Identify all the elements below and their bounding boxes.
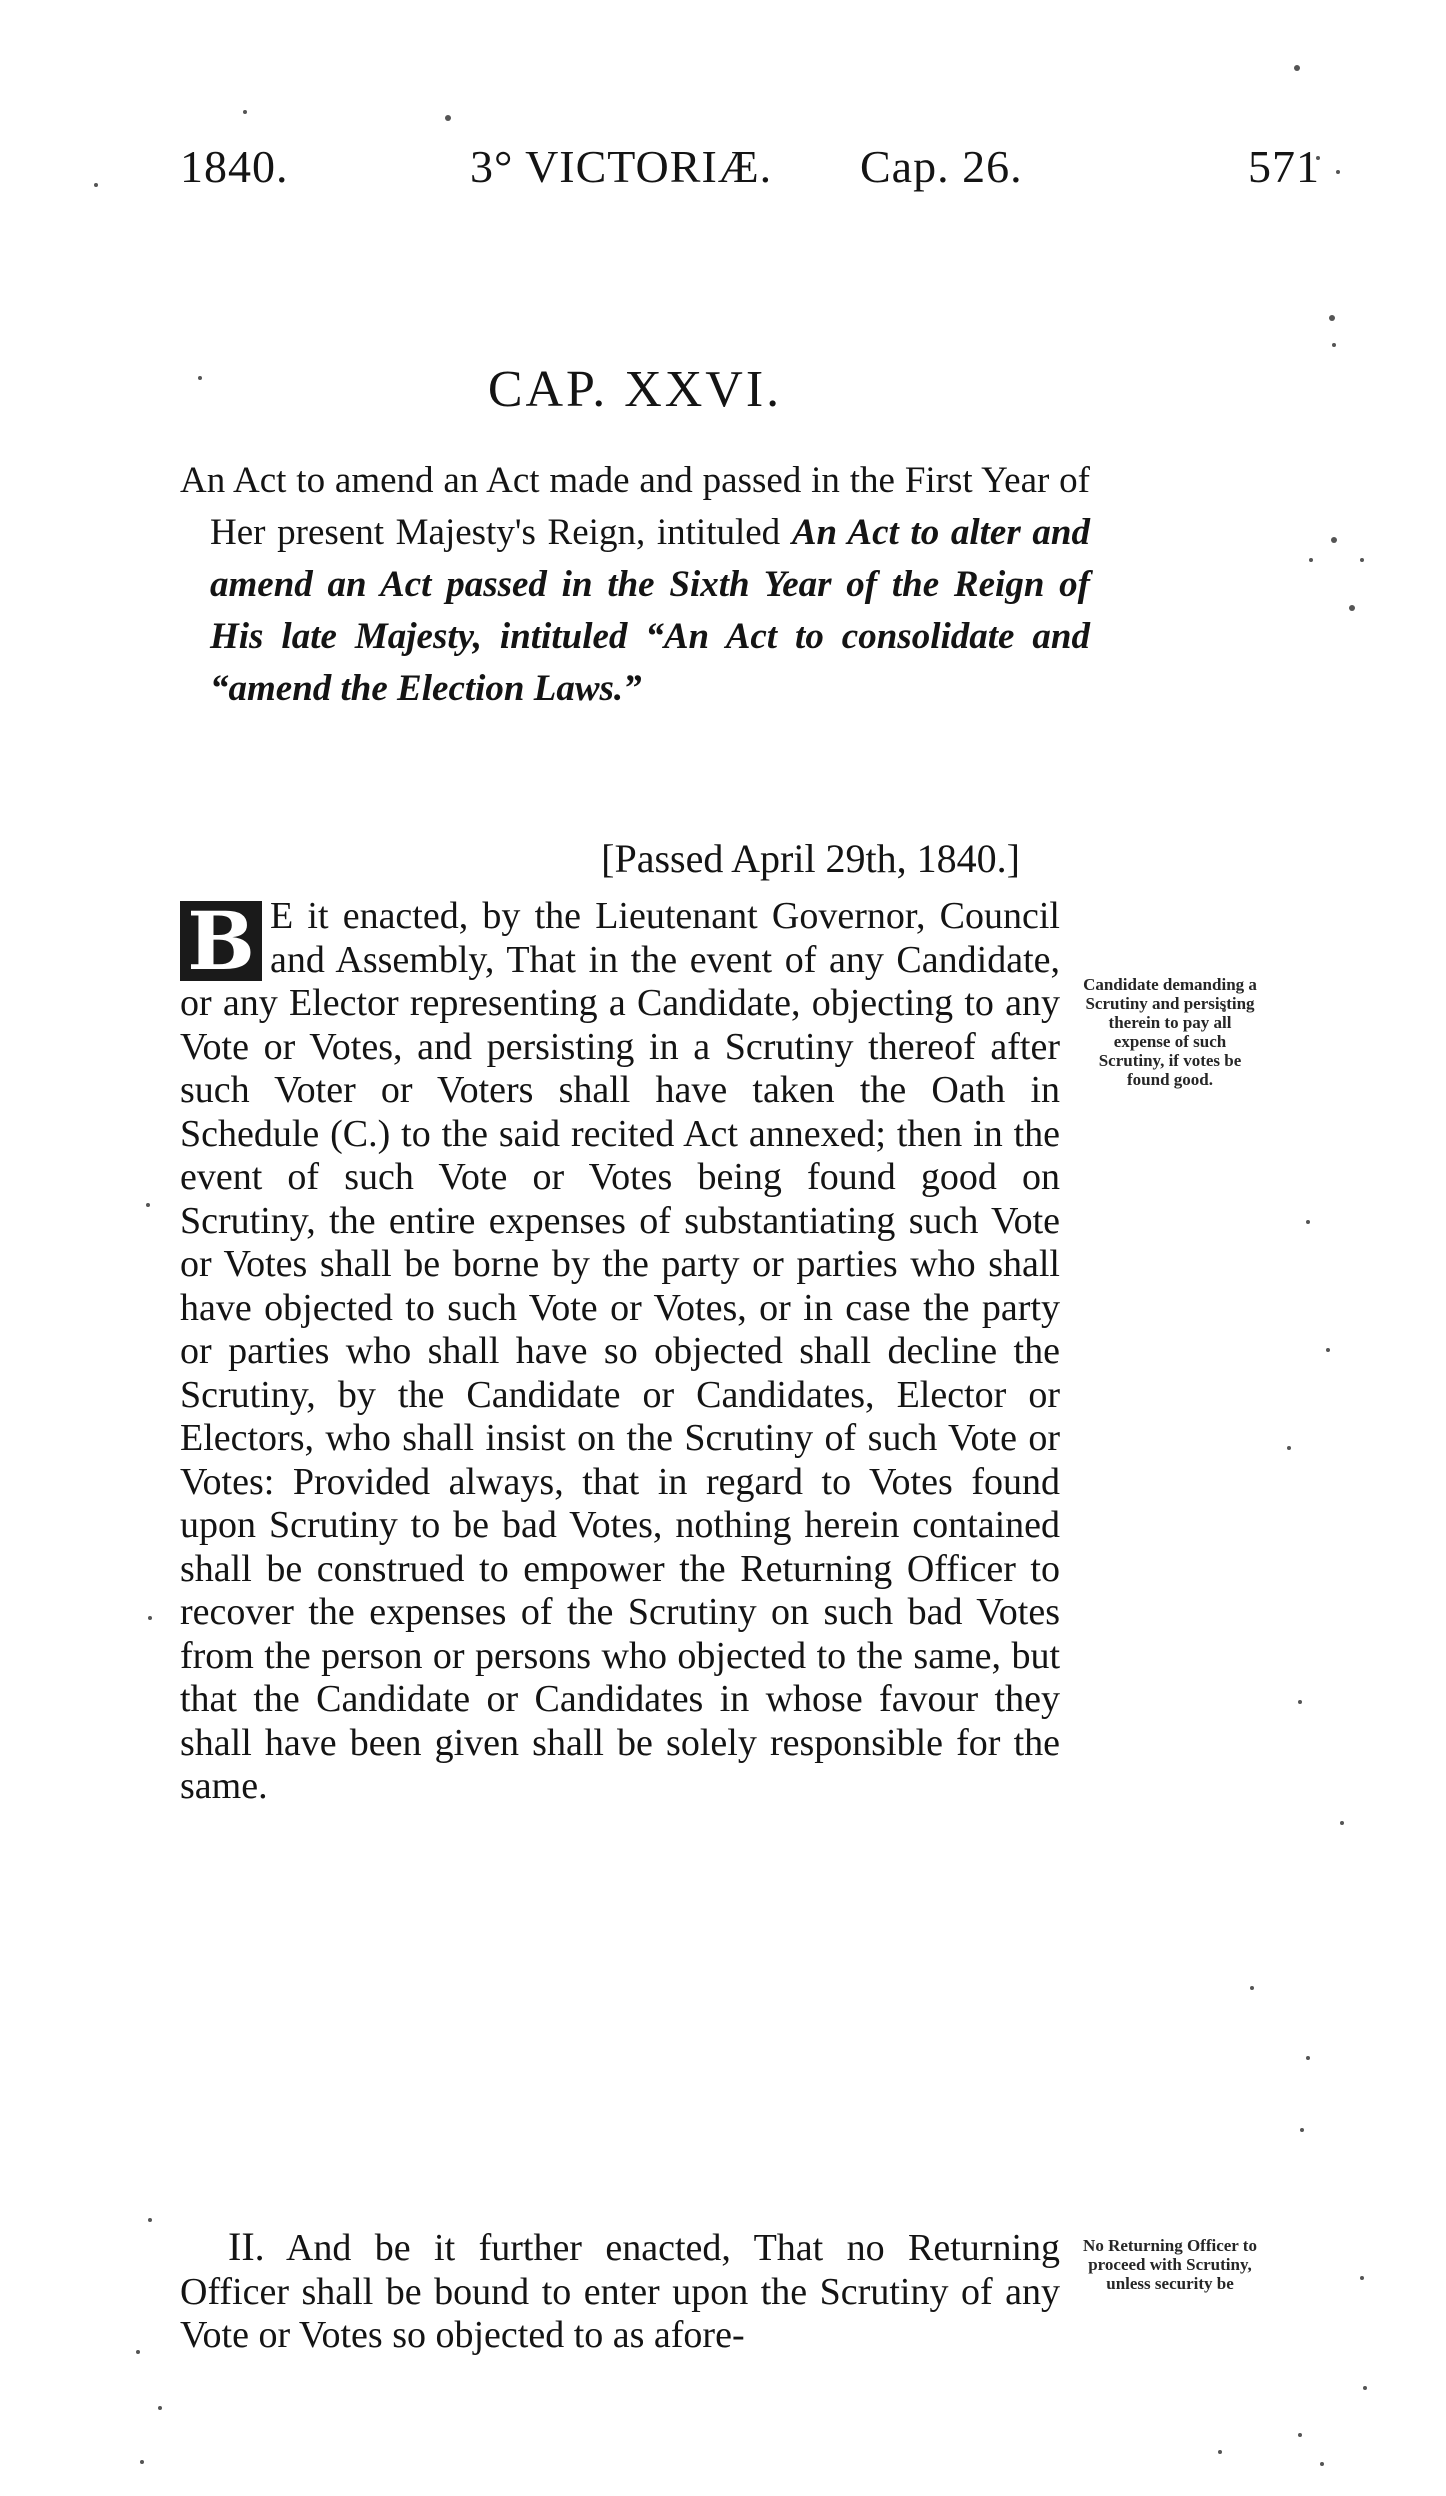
long-title-lead: An Act to amend an Act made and passed in the First Year of Her present Majesty's Reign, intituled bbox=[180, 460, 1090, 553]
drop-cap bbox=[180, 894, 262, 988]
passed-date: [Passed April 29th, 1840.] bbox=[601, 836, 1020, 881]
section-1-body bbox=[180, 895, 1060, 1809]
page-number: 571 bbox=[1248, 141, 1320, 192]
section-1-marginal-note: Candidate demanding a Scrutiny and persisting therein to pay all expense of such Scrutiny, if votes be found good. bbox=[1083, 975, 1257, 1089]
running-head-regnal-year: 3° VICTORIÆ. bbox=[470, 141, 773, 192]
section-1-text: E it enacted, by the Lieutenant Governor, Council and Assembly, That in the event of any Candidate, or any Elector representing a Candidate, objecting to any Vote or Votes, and persisting in a Scrutiny thereof after such Voter or Voters shall have taken the Oath in Schedule (C.) to the said recited Act annexed; then in the event of such Vote or Votes being found good on Scrutiny, the entire expenses of substantiating such Vote or Votes shall be borne by the party or parties who shall have objected to such Vote or Votes, or in case the party or parties who shall have so objected shall decline the Scrutiny, by the Candidate or Candidates, Elector or Electors, who shall insist on the Scrutiny of such Vote or Votes: Provided always, that in regard to Votes found upon Scrutiny to be bad Votes, nothing herein contained shall be construed to empower the Returning Officer to recover the expenses of the Scrutiny on such bad Votes from the person or persons who objected to the same, but that the Candidate or Candidates in whose favour they shall have been given shall be solely responsible for the same. bbox=[180, 895, 1060, 1807]
running-head bbox=[180, 140, 1320, 200]
section-2-marginal-note: No Returning Officer to proceed with Scrutiny, unless security be bbox=[1083, 2236, 1257, 2293]
running-head-year: 1840. bbox=[180, 141, 289, 192]
section-2-body bbox=[180, 2225, 1060, 2358]
running-head-chapter: Cap. 26. bbox=[860, 141, 1023, 192]
chapter-heading: CAP. XXVI. bbox=[487, 361, 783, 418]
section-number: II. bbox=[228, 2224, 265, 2269]
drop-cap-letter: B bbox=[187, 894, 255, 988]
long-title-cited-act: An Act to alter and amend an Act passed in the Sixth Year of the Reign of His late Majesty, intituled “An Act to consolidate and “amend the Election Laws.” bbox=[210, 512, 1090, 709]
section-2-text: And be it further enacted, That no Returning Officer shall be bound to enter upon the Scrutiny of any Vote or Votes so objected to as afore- bbox=[180, 2227, 1061, 2356]
act-long-title bbox=[180, 455, 1090, 715]
